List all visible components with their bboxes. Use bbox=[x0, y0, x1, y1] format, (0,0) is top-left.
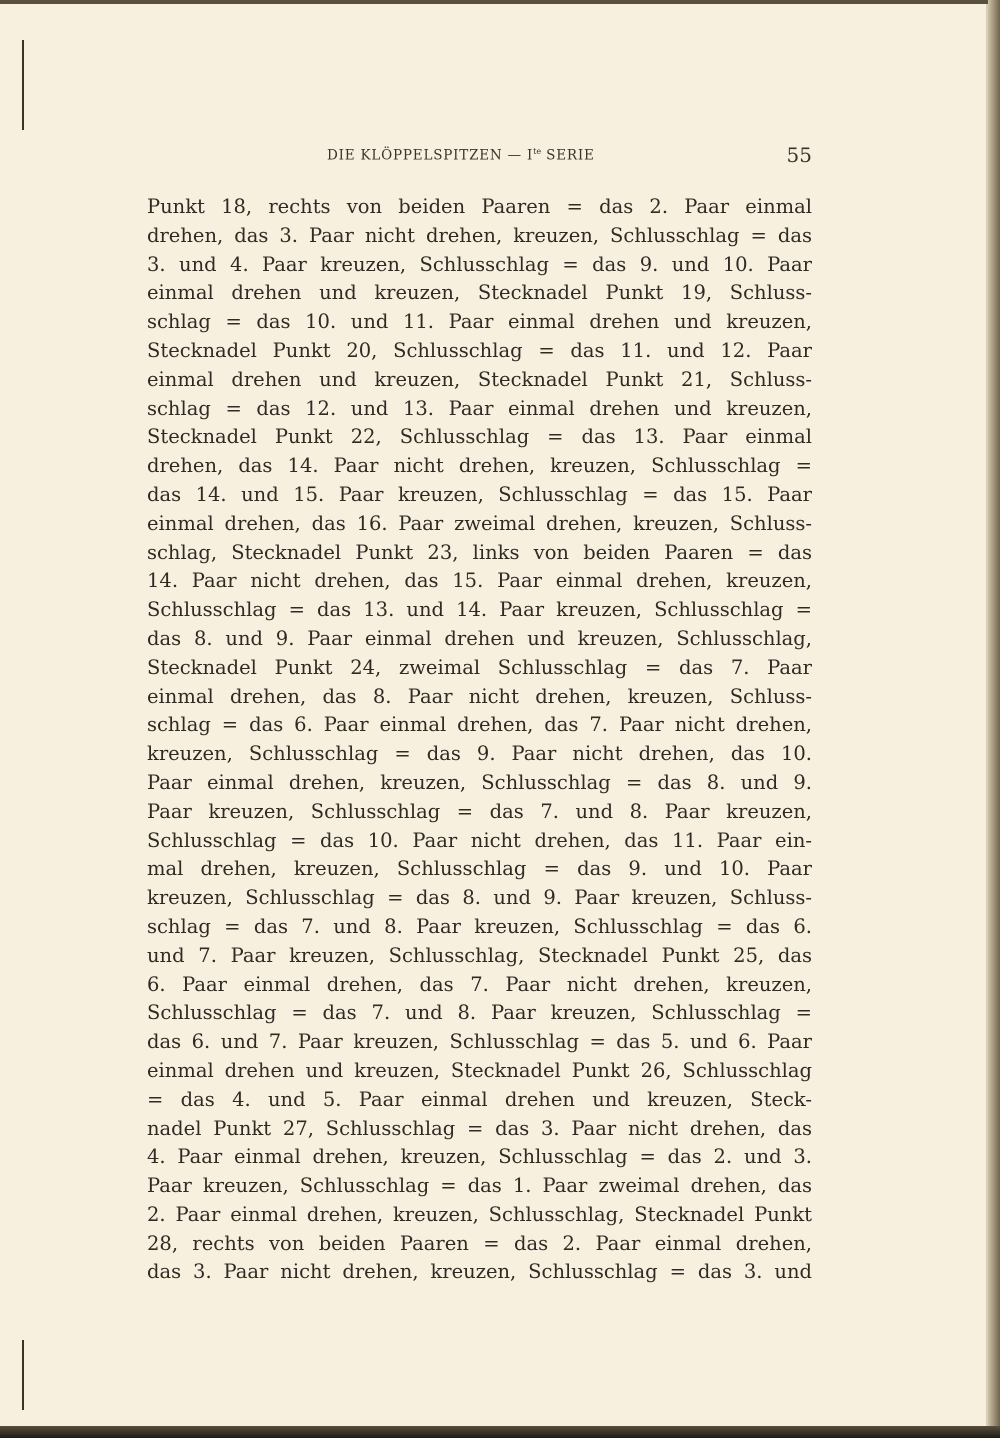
text-line: einmal drehen und kreuzen, Stecknadel Punkt 26, Schlusschlag bbox=[147, 1058, 812, 1082]
text-line: drehen, das 14. Paar nicht drehen, kreuzen, Schlusschlag = bbox=[147, 454, 812, 478]
text-line: 6. Paar einmal drehen, das 7. Paar nicht drehen, kreuzen, bbox=[147, 972, 812, 996]
text-line: einmal drehen, das 16. Paar zweimal drehen, kreuzen, Schluss- bbox=[147, 511, 812, 535]
text-line: schlag, Stecknadel Punkt 23, links von beiden Paaren = das bbox=[147, 540, 812, 564]
text-line: Punkt 18, rechts von beiden Paaren = das 2. Paar einmal bbox=[147, 195, 812, 218]
text-line: Schlusschlag = das 13. und 14. Paar kreuzen, Schlusschlag = bbox=[147, 598, 812, 622]
text-line: 2. Paar einmal drehen, kreuzen, Schlusschlag, Stecknadel Punkt bbox=[147, 1202, 812, 1226]
text-line: schlag = das 10. und 11. Paar einmal drehen und kreuzen, bbox=[147, 310, 812, 334]
text-line: nadel Punkt 27, Schlusschlag = das 3. Paar nicht drehen, das bbox=[147, 1116, 812, 1140]
running-head-series: SERIE bbox=[541, 147, 595, 164]
binding-mark bbox=[22, 1340, 24, 1410]
text-line: Schlusschlag = das 7. und 8. Paar kreuzen, Schlusschlag = bbox=[147, 1001, 812, 1025]
text-line: kreuzen, Schlusschlag = das 8. und 9. Paar kreuzen, Schluss- bbox=[147, 886, 812, 910]
text-line: Paar einmal drehen, kreuzen, Schlusschlag = das 8. und 9. bbox=[147, 770, 812, 794]
running-head-title: DIE KLÖPPELSPITZEN — I bbox=[327, 147, 534, 164]
text-line: schlag = das 6. Paar einmal drehen, das 7. Paar nicht drehen, bbox=[147, 713, 812, 737]
text-line: 4. Paar einmal drehen, kreuzen, Schlusschlag = das 2. und 3. bbox=[147, 1145, 812, 1169]
page-bottom-edge bbox=[0, 1426, 1000, 1438]
text-line: Schlusschlag = das 10. Paar nicht drehen, das 11. Paar ein- bbox=[147, 828, 812, 852]
text-line: schlag = das 7. und 8. Paar kreuzen, Schlusschlag = das 6. bbox=[147, 914, 812, 938]
text-line: Paar kreuzen, Schlusschlag = das 7. und 8. Paar kreuzen, bbox=[147, 799, 812, 823]
text-line: mal drehen, kreuzen, Schlusschlag = das 9. und 10. Paar bbox=[147, 857, 812, 881]
text-line: 3. und 4. Paar kreuzen, Schlusschlag = das 9. und 10. Paar bbox=[147, 252, 812, 276]
page-top-edge bbox=[0, 0, 988, 4]
text-line: schlag = das 12. und 13. Paar einmal drehen und kreuzen, bbox=[147, 396, 812, 420]
page-number: 55 bbox=[786, 143, 812, 167]
binding-mark bbox=[22, 40, 24, 130]
text-line: das 6. und 7. Paar kreuzen, Schlusschlag = das 5. und 6. Paar bbox=[147, 1030, 812, 1054]
text-line: das 3. Paar nicht drehen, kreuzen, Schlusschlag = das 3. und bbox=[147, 1260, 812, 1284]
text-line: Stecknadel Punkt 20, Schlusschlag = das 11. und 12. Paar bbox=[147, 338, 812, 362]
text-line: das 8. und 9. Paar einmal drehen und kreuzen, Schlusschlag, bbox=[147, 626, 812, 650]
body-text bbox=[147, 193, 812, 1287]
text-line: = das 4. und 5. Paar einmal drehen und kreuzen, Steck- bbox=[147, 1087, 812, 1111]
running-head bbox=[327, 147, 595, 164]
text-line: und 7. Paar kreuzen, Schlusschlag, Stecknadel Punkt 25, das bbox=[147, 943, 812, 967]
page-right-edge bbox=[988, 0, 1000, 1438]
text-line: kreuzen, Schlusschlag = das 9. Paar nicht drehen, das 10. bbox=[147, 742, 812, 766]
text-line: einmal drehen und kreuzen, Stecknadel Punkt 19, Schluss- bbox=[147, 281, 812, 305]
text-line: einmal drehen, das 8. Paar nicht drehen, kreuzen, Schluss- bbox=[147, 684, 812, 708]
text-line: 14. Paar nicht drehen, das 15. Paar einmal drehen, kreuzen, bbox=[147, 569, 812, 593]
text-line: einmal drehen und kreuzen, Stecknadel Punkt 21, Schluss- bbox=[147, 367, 812, 391]
text-line: 28, rechts von beiden Paaren = das 2. Paar einmal drehen, bbox=[147, 1231, 812, 1255]
text-line: Stecknadel Punkt 22, Schlusschlag = das 13. Paar einmal bbox=[147, 425, 812, 449]
running-head-superscript: te bbox=[533, 147, 542, 156]
text-line: Paar kreuzen, Schlusschlag = das 1. Paar zweimal drehen, das bbox=[147, 1174, 812, 1198]
page-header bbox=[147, 143, 812, 173]
text-line: Stecknadel Punkt 24, zweimal Schlusschlag = das 7. Paar bbox=[147, 655, 812, 679]
text-line: das 14. und 15. Paar kreuzen, Schlusschlag = das 15. Paar bbox=[147, 482, 812, 506]
text-line: drehen, das 3. Paar nicht drehen, kreuzen, Schlusschlag = das bbox=[147, 223, 812, 247]
